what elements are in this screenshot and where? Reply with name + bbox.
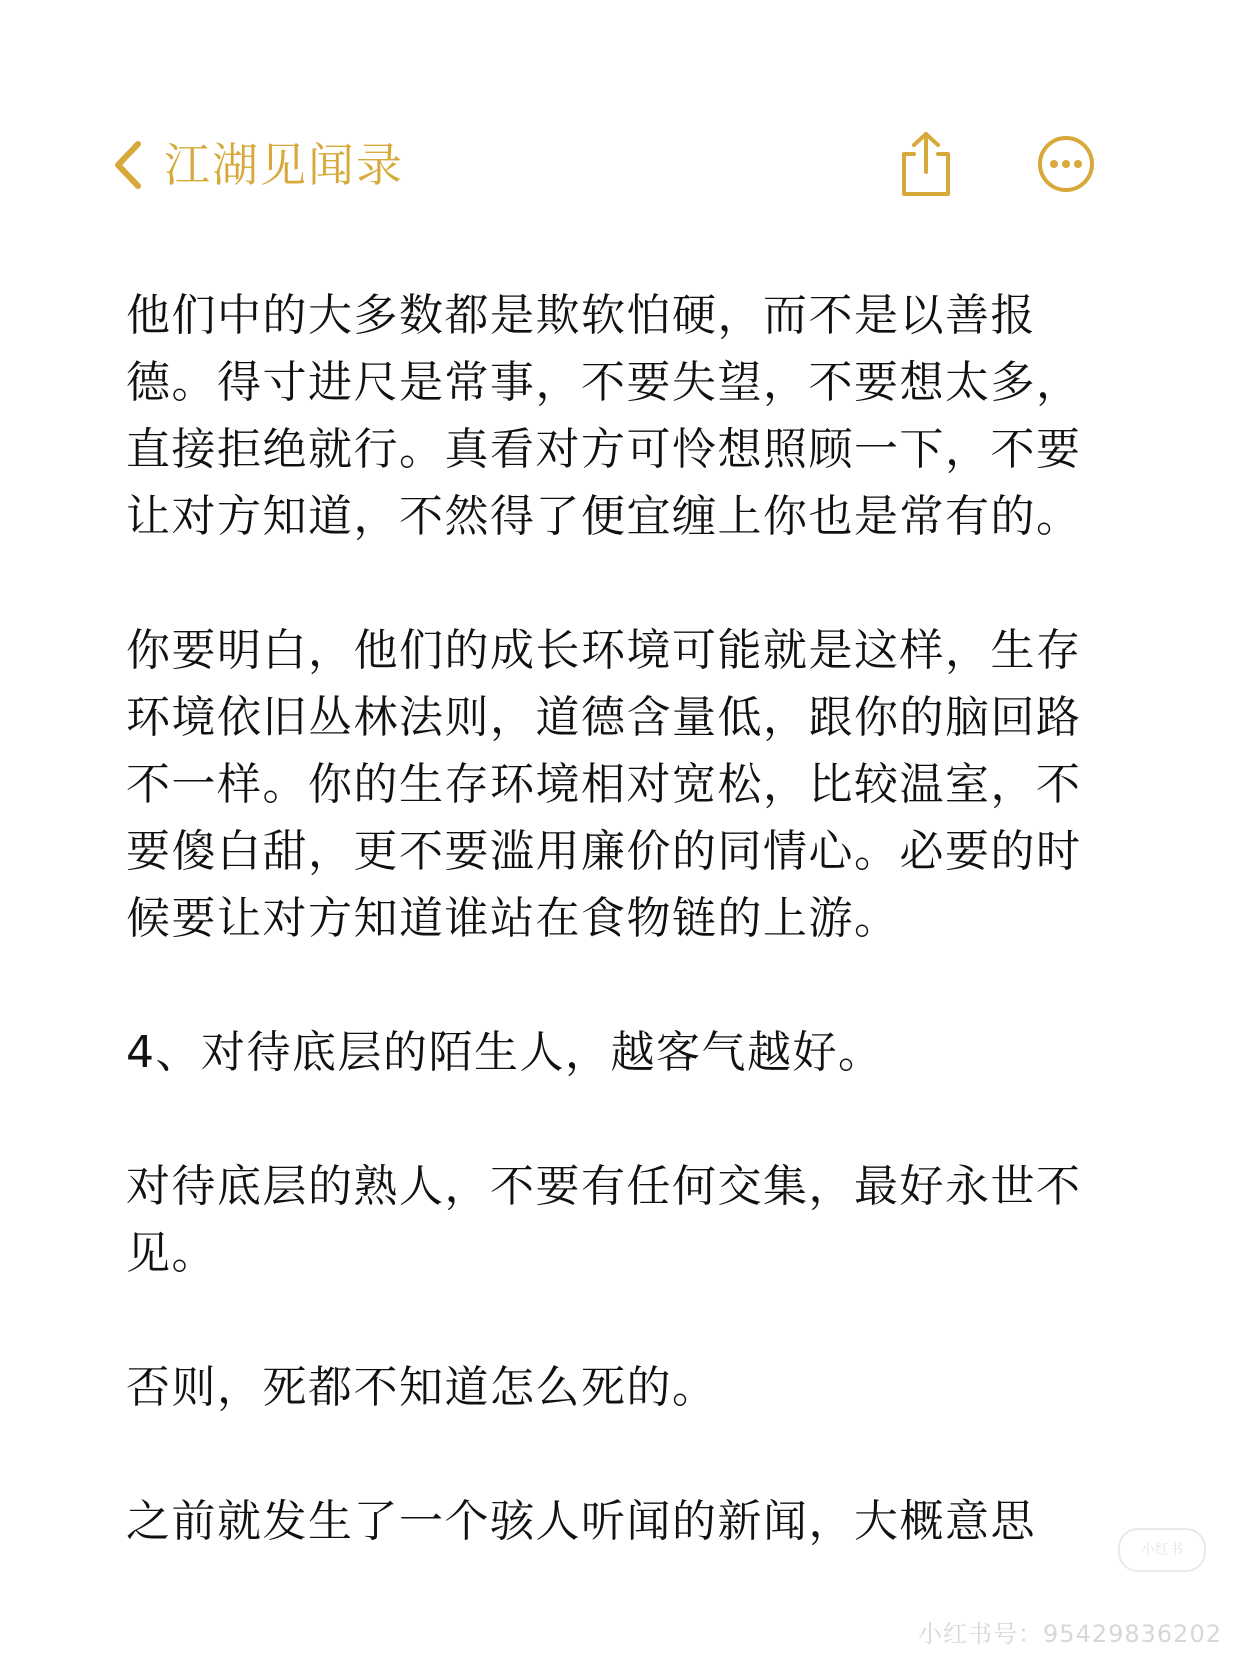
note-paragraph: 之前就发生了一个骇人听闻的新闻，大概意思 bbox=[126, 1496, 1036, 1547]
note-paragraph: 否则，死都不知道怎么死的。 bbox=[126, 1362, 718, 1413]
paragraph-spacer bbox=[126, 952, 1126, 1019]
note-paragraph: 他们中的大多数都是欺软怕硬，而不是以善报 德。得寸进尺是常事，不要失望，不要想太多， 直接拒绝就行。真看对方可怜想照顾一下，不要 让对方知道，不然得了便宜缠上你也是常有的。 bbox=[126, 290, 1082, 542]
note-paragraph: 你要明白，他们的成长环境可能就是这样，生存 环境依旧丛林法则，道德含量低，跟你的脑回路 不一样。你的生存环境相对宽松，比较温室，不 要傻白甜，更不要滥用廉价的同情心。必要的时 候要让对方知道谁站在食物链的上游。 bbox=[126, 625, 1082, 944]
paragraph-spacer bbox=[126, 550, 1126, 617]
note-paragraph: 对待底层的熟人，不要有任何交集，最好永世不 见。 bbox=[126, 1161, 1082, 1279]
watermark-logo: 小红书 bbox=[1118, 1528, 1206, 1572]
navigation-bar bbox=[0, 120, 1242, 210]
note-paragraph: 4、对待底层的陌生人，越客气越好。 bbox=[126, 1027, 884, 1078]
paragraph-spacer bbox=[126, 1421, 1126, 1488]
more-options-icon[interactable] bbox=[1036, 134, 1096, 194]
back-button[interactable] bbox=[110, 132, 404, 198]
note-body[interactable] bbox=[126, 282, 1126, 1555]
paragraph-spacer bbox=[126, 1287, 1126, 1354]
share-icon[interactable] bbox=[898, 130, 954, 200]
paragraph-spacer bbox=[126, 1086, 1126, 1153]
chevron-left-icon bbox=[110, 140, 144, 190]
back-label: 江湖见闻录 bbox=[164, 138, 404, 192]
watermark-id: 小红书号：95429836202 bbox=[918, 1620, 1222, 1648]
